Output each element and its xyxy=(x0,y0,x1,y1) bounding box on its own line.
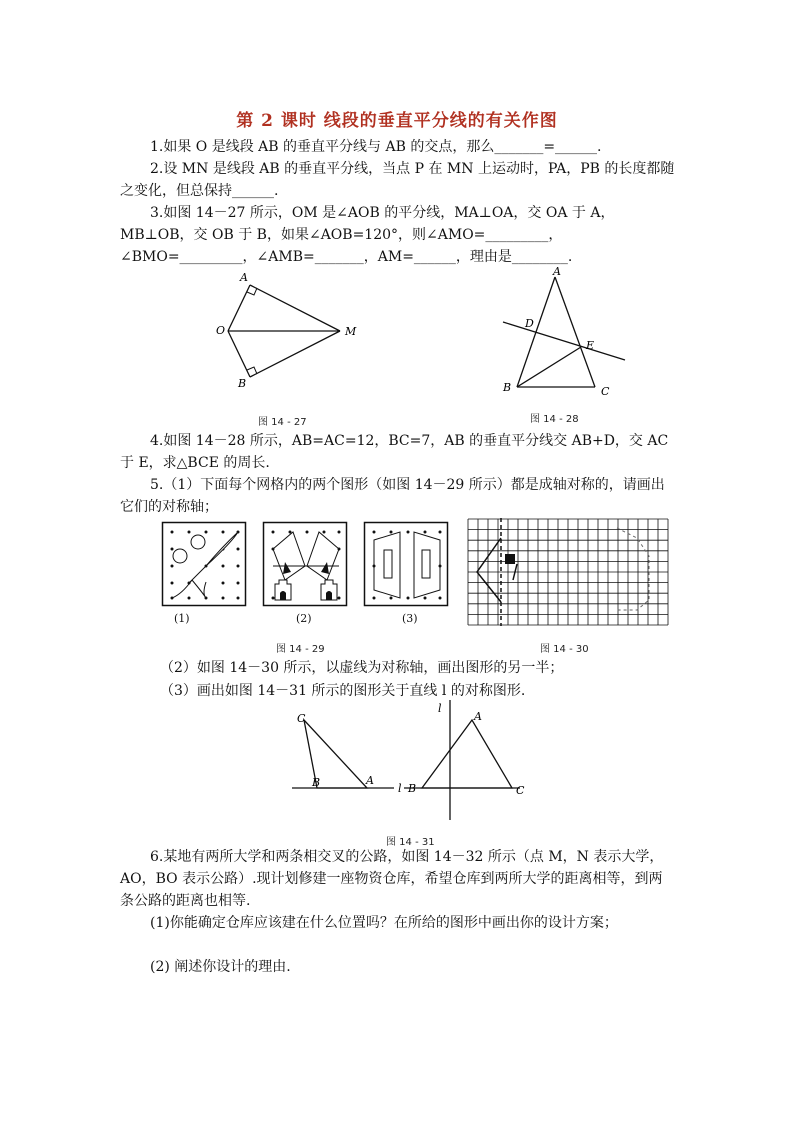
label-B: B xyxy=(312,776,321,789)
caption-14-31: 图 14 - 31 xyxy=(386,837,435,848)
label-O: O xyxy=(216,324,226,337)
question-5-2: （2）如图 14－30 所示，以虚线为对称轴，画出图形的另一半； xyxy=(160,660,564,676)
sub-label-1: (1) xyxy=(174,612,190,625)
caption-14-30: 图 14 - 30 xyxy=(540,644,589,655)
label-C-2: C xyxy=(516,784,525,797)
label-l-2: l xyxy=(438,702,442,715)
caption-14-29: 图 14 - 29 xyxy=(276,644,325,655)
question-6-2: (2) 阐述你设计的理由. xyxy=(150,959,291,975)
caption-14-27: 图 14 - 27 xyxy=(258,417,307,428)
question-5-3: （3）画出如图 14－31 所示的图形关于直线 l 的对称图形. xyxy=(160,683,526,699)
page-title: 第 2 课时 线段的垂直平分线的有关作图 xyxy=(236,111,558,131)
figure-14-29-panel-1 xyxy=(162,522,246,606)
question-3: 3.如图 14－27 所示，OM 是∠AOB 的平分线，MA⊥OA，交 OA 于 A，MB⊥OB，交 OB 于 B，如果∠AOB=120°，则∠AMO=_________，∠BMO=_________，∠AMB=_______，AM=______，理由是________. xyxy=(120,205,615,265)
label-A-2: A xyxy=(474,710,482,723)
question-1: 1.如果 O 是线段 AB 的垂直平分线与 AB 的交点，那么_______=______. xyxy=(150,139,602,155)
question-2: 2.设 MN 是线段 AB 的垂直平分线，当点 P 在 MN 上运动时，PA，PB 的长度都随之变化，但总保持______. xyxy=(120,161,675,199)
label-A: A xyxy=(553,265,561,278)
figure-14-30 xyxy=(467,518,669,626)
label-E: E xyxy=(586,339,595,352)
label-B: B xyxy=(503,381,512,394)
question-4: 4.如图 14－28 所示，AB=AC=12，BC=7，AB 的垂直平分线交 AB+D，交 AC 于 E，求△BCE 的周长. xyxy=(120,433,669,471)
figure-14-29-panel-2 xyxy=(263,522,347,606)
sub-label-3: (3) xyxy=(402,612,418,625)
sub-label-2: (2) xyxy=(296,612,312,625)
figure-14-29-panel-3 xyxy=(364,522,448,606)
label-A: A xyxy=(240,271,248,284)
question-6-1: (1)你能确定仓库应该建在什么位置吗？在所给的图形中画出你的设计方案； xyxy=(150,915,618,931)
label-D: D xyxy=(525,317,534,330)
label-l-1: l xyxy=(398,782,402,795)
label-A: A xyxy=(366,774,374,787)
question-6: 6.某地有两所大学和两条相交叉的公路，如图 14－32 所示（点 M，N 表示大学，AO，BO 表示公路）.现计划修建一座物资仓库，希望仓库到两所大学的距离相等，到两条公路的距离也相等. xyxy=(120,849,664,909)
label-M: M xyxy=(345,325,357,338)
label-B-2: B xyxy=(408,782,417,795)
caption-14-28: 图 14 - 28 xyxy=(530,414,579,425)
label-C: C xyxy=(601,385,610,398)
label-C: C xyxy=(297,712,306,725)
label-B: B xyxy=(238,377,247,390)
figure-14-28 xyxy=(495,265,655,405)
question-5: 5.（1）下面每个网格内的两个图形（如图 14－29 所示）都是成轴对称的，请画出它们的对称轴； xyxy=(120,477,665,515)
figure-14-31 xyxy=(292,700,542,825)
figure-14-27 xyxy=(210,265,370,395)
